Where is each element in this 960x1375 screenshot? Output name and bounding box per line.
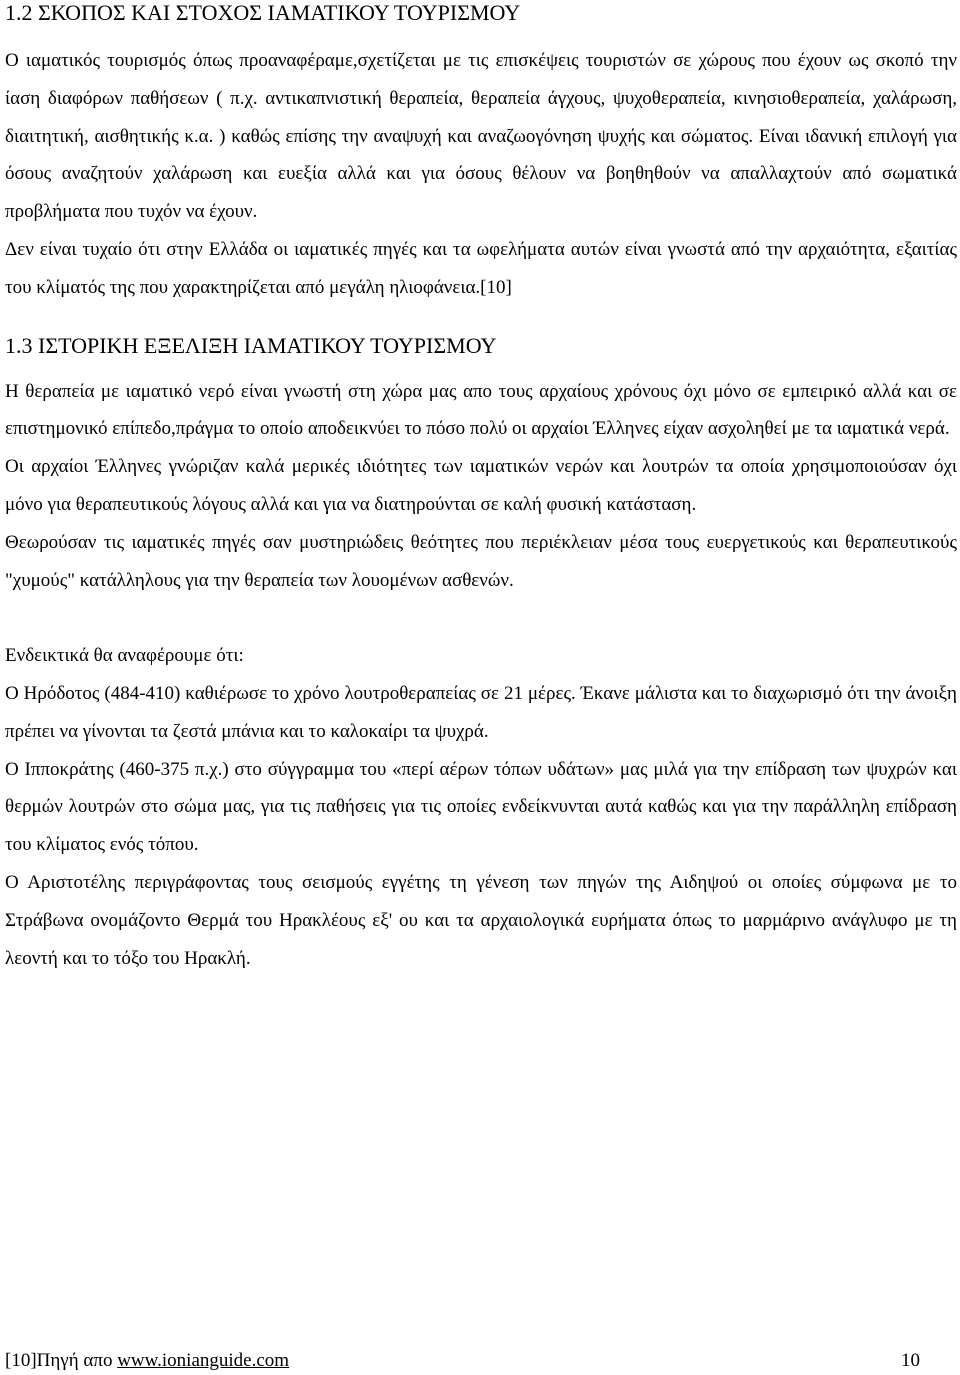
fact-paragraph: Ο Ηρόδοτος (484-410) καθιέρωσε το χρόνο λουτροθεραπείας σε 21 μέρες. Έκανε μάλιστα και το διαχωρισμό ότι την άνοιξη πρέπει να γίνονται τα ζεστά μπάνια και το καλοκαίρι τα ψυχρά.: [5, 682, 957, 742]
paragraph: Δεν είναι τυχαίο ότι στην Ελλάδα οι ιαματικές πηγές και τα ωφελήματα αυτών είναι γνωστά από την αρχαιότητα, εξαιτίας του κλίματός της που χαρακτηρίζεται από μεγάλη ηλιοφάνεια.[10]: [5, 238, 957, 298]
paragraph: Οι αρχαίοι Έλληνες γνώριζαν καλά μερικές ιδιότητες των ιαματικών νερών και λουτρών τα οποία χρησιμοποιούσαν όχι μόνο για θεραπευτικούς λόγους αλλά και για να διατηρούνται σε καλή φυσική κατάσταση.: [5, 456, 957, 515]
document-page: [5, 0, 957, 977]
footnote-prefix: [10]Πηγή απο: [5, 1350, 118, 1371]
section-1-3: [5, 333, 957, 978]
page-footer: [5, 1349, 920, 1373]
paragraph: Η θεραπεία με ιαματικό νερό είναι γνωστή στη χώρα μας απο τους αρχαίους χρόνους όχι μόνο σε εμπειρικό αλλά και σε επιστημονικό επίπεδο,πράγμα το οποίο αποδεικνύει το πόσο πολύ οι αρχαίοι Έλληνες είχαν ασχοληθεί με τα ιαματικά νερά.: [5, 380, 957, 440]
section-1-2: [5, 0, 957, 307]
blank-line: [5, 599, 957, 637]
paragraph: Θεωρούσαν τις ιαματικές πηγές σαν μυστηριώδεις θεότητες που περιέκλειαν μέσα τους ευεργετικούς και θεραπευτικούς "χυμούς" κατάλληλους για την θεραπεία των λουομένων ασθενών.: [5, 531, 957, 591]
paragraph: Ο ιαματικός τουρισμός όπως προαναφέραμε,σχετίζεται με τις επισκέψεις τουριστών σε χώρους που έχουν ως σκοπό την ίαση διαφόρων παθήσεων ( π.χ. αντικαπνιστική θεραπεία, θεραπεία άγχους, ψυχοθεραπεία, κινησιοθεραπεία, χαλάρωση, διαιτητική, αισθητικής κ.α. ) καθώς επίσης την αναψυχή και αναζωογόνηση ψυχής και σώματος. Είναι ιδανική επιλογή για όσους αναζητούν χαλάρωση και ευεξία αλλά και για όσους θέλουν να βοηθηθούν να απαλλαχτούν από σωματικά προβλήματα που τυχόν να έχουν.: [5, 50, 957, 223]
section-heading: 1.3 ΙΣΤΟΡΙΚΗ ΕΞΕΛΙΞΗ ΙΑΜΑΤΙΚΟΥ ΤΟΥΡΙΣΜΟΥ: [5, 332, 497, 358]
fact-paragraph: Ο Αριστοτέλης περιγράφοντας τους σεισμούς εγγέτης τη γένεση των πηγών της Αιδηψού οι οποίες σύμφωνα με το Στράβωνα ονομάζοντο Θερμά του Ηρακλέους εξ' ου και τα αρχαιολογικά ευρήματα όπως το μαρμάρινο ανάγλυφο με τη λεοντή και το τόξο του Ηρακλή.: [5, 871, 957, 969]
indicative-intro: Ενδεικτικά θα αναφέρουμε ότι:: [5, 645, 244, 667]
footnote-link[interactable]: www.ionianguide.com: [117, 1350, 290, 1371]
page-number: 10: [901, 1350, 920, 1371]
fact-paragraph: Ο Ιπποκράτης (460-375 π.χ.) στο σύγγραμμα του «περί αέρων τόπων υδάτων» μας μιλά για την επίδραση των ψυχρών και θερμών λουτρών στο σώμα μας, για τις παθήσεις για τις οποίες ενδείκνυνται αυτά καθώς και για την παράλληλη επίδραση του κλίματος ενός τόπου.: [5, 758, 957, 856]
footnote: [5, 1349, 289, 1373]
section-heading: 1.2 ΣΚΟΠΟΣ ΚΑΙ ΣΤΟΧΟΣ ΙΑΜΑΤΙΚΟΥ ΤΟΥΡΙΣΜΟΥ: [5, 0, 521, 25]
